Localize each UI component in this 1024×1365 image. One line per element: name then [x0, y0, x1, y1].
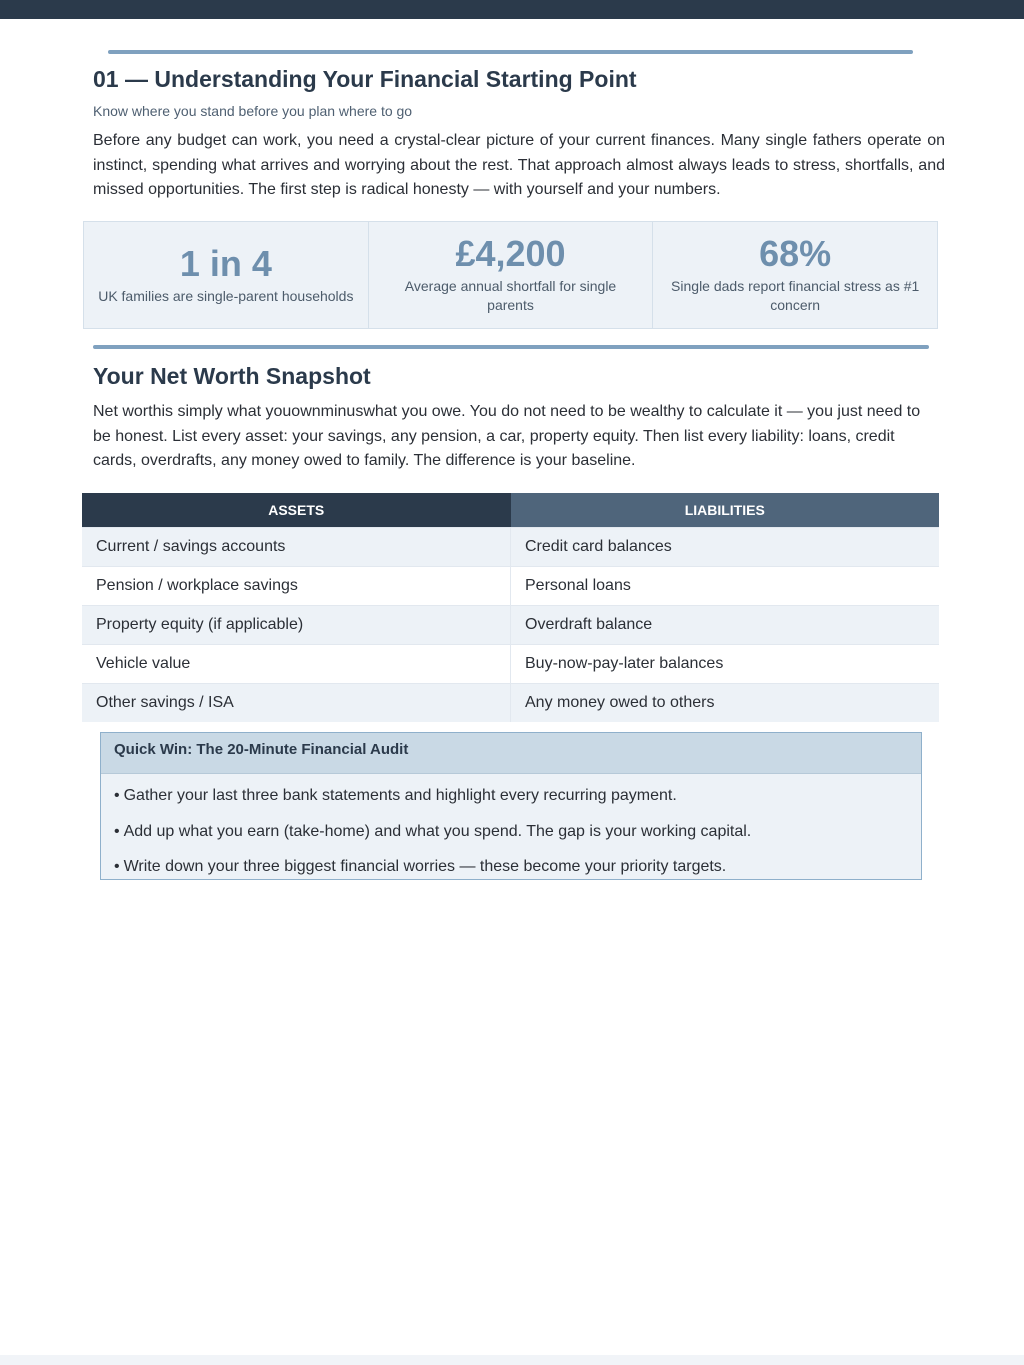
liability-cell: Buy-now-pay-later balances [511, 645, 940, 684]
list-item [114, 814, 921, 850]
callout-list [101, 774, 921, 885]
asset-cell: Vehicle value [82, 645, 511, 684]
liability-cell: Overdraft balance [511, 606, 940, 645]
net-worth-heading: Your Net Worth Snapshot [93, 363, 371, 389]
list-item [114, 849, 921, 885]
table-row [82, 606, 939, 645]
page-footer-strip [0, 1355, 1024, 1365]
stat-label: Single dads report financial stress as #1 concern [671, 278, 920, 313]
table-row [82, 645, 939, 684]
assets-header: ASSETS [82, 493, 511, 528]
section-subtitle: Know where you stand before you plan where to go [93, 103, 413, 119]
bullet-icon: • [114, 858, 120, 875]
intro-paragraph: Before any budget can work, you need a crystal-clear picture of your current finances. Many single fathers operate on instinct, spending what arrives and worrying about the rest. That approach almost always leads to stress, shortfalls, and missed opportunities. The first step is radical honesty — with yourself and your numbers. [93, 132, 945, 198]
stat-value: 68% [759, 233, 832, 274]
net-worth-paragraph: Net worthis simply what youownminuswhat you owe. You do not need to be wealthy to calculate it — you just need to be honest. List every asset: your savings, any pension, a car, property equity. Then list every liability: loans, credit cards, overdrafts, any money owed to family. The difference is your baseline. [93, 403, 921, 469]
quick-win-callout [100, 732, 922, 880]
liability-cell: Any money owed to others [511, 684, 940, 723]
stat-value: £4,200 [455, 233, 566, 274]
section-divider [93, 345, 929, 349]
stat-card [84, 222, 369, 328]
section-divider [108, 50, 913, 54]
asset-cell: Other savings / ISA [82, 684, 511, 723]
asset-cell: Current / savings accounts [82, 528, 511, 567]
table-header-row [82, 493, 939, 528]
list-item-text: Add up what you earn (take-home) and what you spend. The gap is your working capital. [123, 822, 752, 840]
section-title: 01 — Understanding Your Financial Starting Point [93, 66, 637, 92]
list-item-text: Write down your three biggest financial worries — these become your priority targets. [123, 858, 727, 875]
asset-cell: Pension / workplace savings [82, 567, 511, 606]
liabilities-header: LIABILITIES [511, 493, 940, 528]
list-item-text: Gather your last three bank statements and highlight every recurring payment. [123, 787, 677, 804]
table-row [82, 567, 939, 606]
stats-panel [83, 221, 938, 329]
top-bar [0, 0, 1024, 19]
list-item [114, 778, 921, 814]
table-row [82, 684, 939, 723]
bullet-icon: • [114, 822, 120, 840]
stat-label: Average annual shortfall for single parents [404, 278, 617, 313]
asset-cell: Property equity (if applicable) [82, 606, 511, 645]
liability-cell: Credit card balances [511, 528, 940, 567]
liability-cell: Personal loans [511, 567, 940, 606]
bullet-icon: • [114, 787, 120, 804]
table-row [82, 528, 939, 567]
stat-label: UK families are single-parent households [98, 287, 354, 304]
stat-value: 1 in 4 [179, 242, 272, 284]
stat-card [369, 222, 654, 328]
callout-title: Quick Win: The 20-Minute Financial Audit [101, 733, 921, 774]
net-worth-table [82, 493, 939, 722]
stat-card [653, 222, 937, 328]
